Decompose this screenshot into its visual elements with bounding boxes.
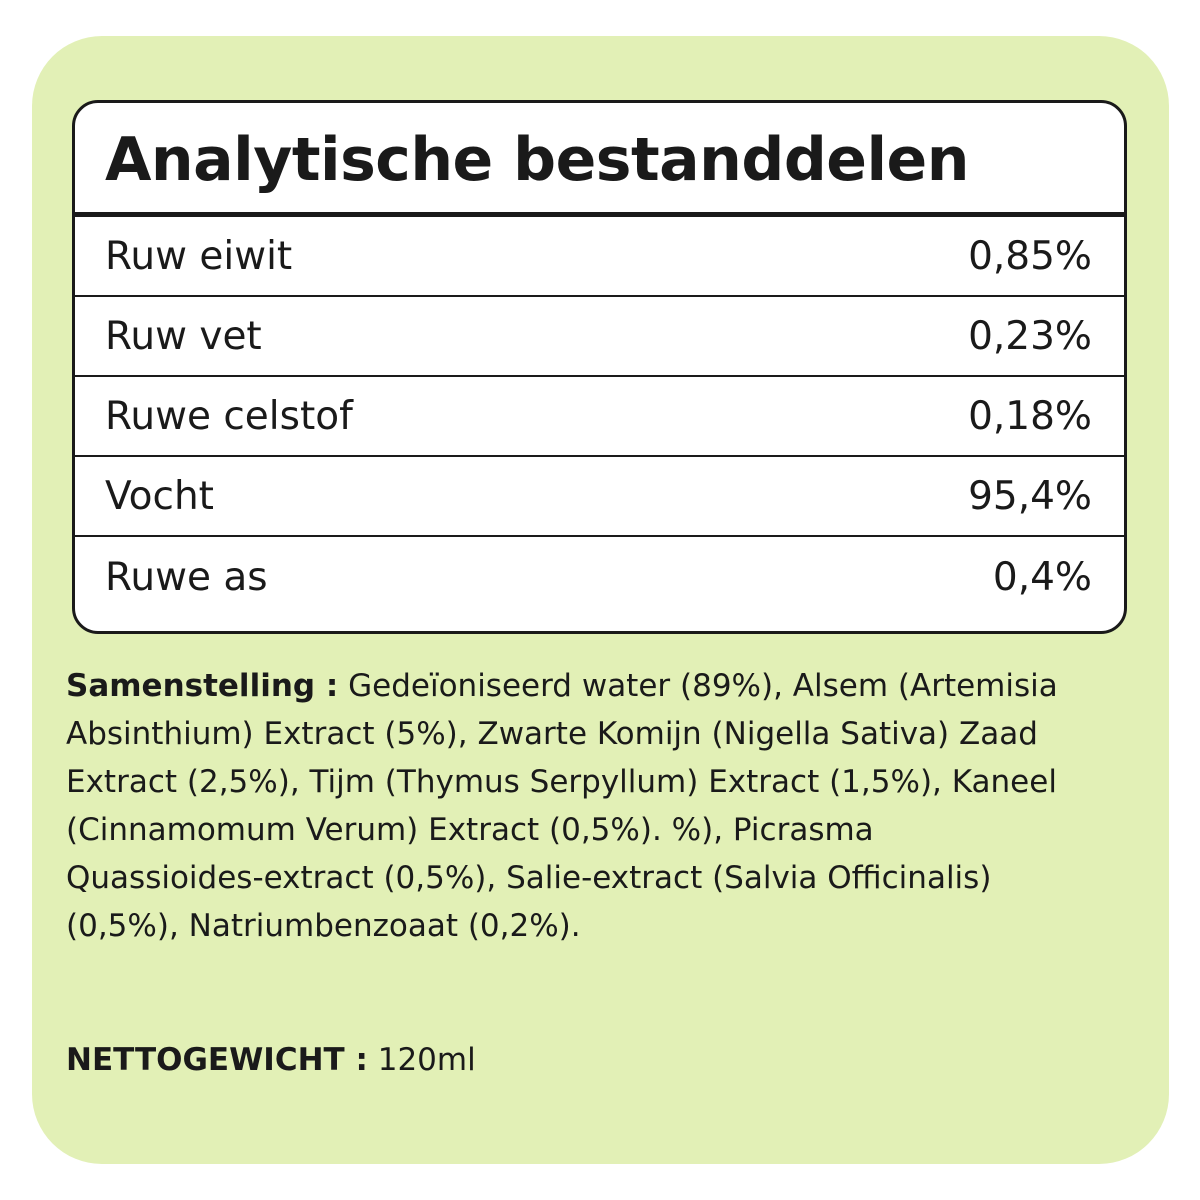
row-value: 95,4% xyxy=(968,473,1092,519)
row-value: 0,23% xyxy=(968,313,1092,359)
row-value: 0,4% xyxy=(992,554,1092,600)
row-label: Ruwe as xyxy=(105,554,268,600)
composition-text xyxy=(66,662,1076,950)
row-label: Vocht xyxy=(105,473,214,519)
row-label: Ruwe celstof xyxy=(105,393,353,439)
table-row xyxy=(75,537,1124,617)
label-panel xyxy=(32,36,1169,1164)
table-row xyxy=(75,457,1124,537)
net-weight xyxy=(66,1036,476,1084)
table-row xyxy=(75,377,1124,457)
table-row xyxy=(75,297,1124,377)
net-weight-value: 120ml xyxy=(377,1042,476,1078)
composition-label: Samenstelling : xyxy=(66,668,339,704)
analytical-constituents-table xyxy=(72,100,1127,634)
row-value: 0,18% xyxy=(968,393,1092,439)
composition-body: Gedeïoniseerd water (89%), Alsem (Artemisia Absinthium) Extract (5%), Zwarte Komijn (Nigella Sativa) Zaad Extract (2,5%), Tijm (Thymus Serpyllum) Extract (1,5%), Kaneel (Cinnamomum Verum) Extract (0,5%). %), Picrasma Quassioides-extract (0,5%), Salie-extract (Salvia Officinalis) (0,5%), Natriumbenzoaat (0,2%). xyxy=(66,668,1058,944)
net-weight-label: NETTOGEWICHT : xyxy=(66,1042,368,1078)
row-label: Ruw vet xyxy=(105,313,262,359)
table-row xyxy=(75,217,1124,297)
row-label: Ruw eiwit xyxy=(105,233,293,279)
row-value: 0,85% xyxy=(968,233,1092,279)
table-title: Analytische bestanddelen xyxy=(75,103,1124,217)
